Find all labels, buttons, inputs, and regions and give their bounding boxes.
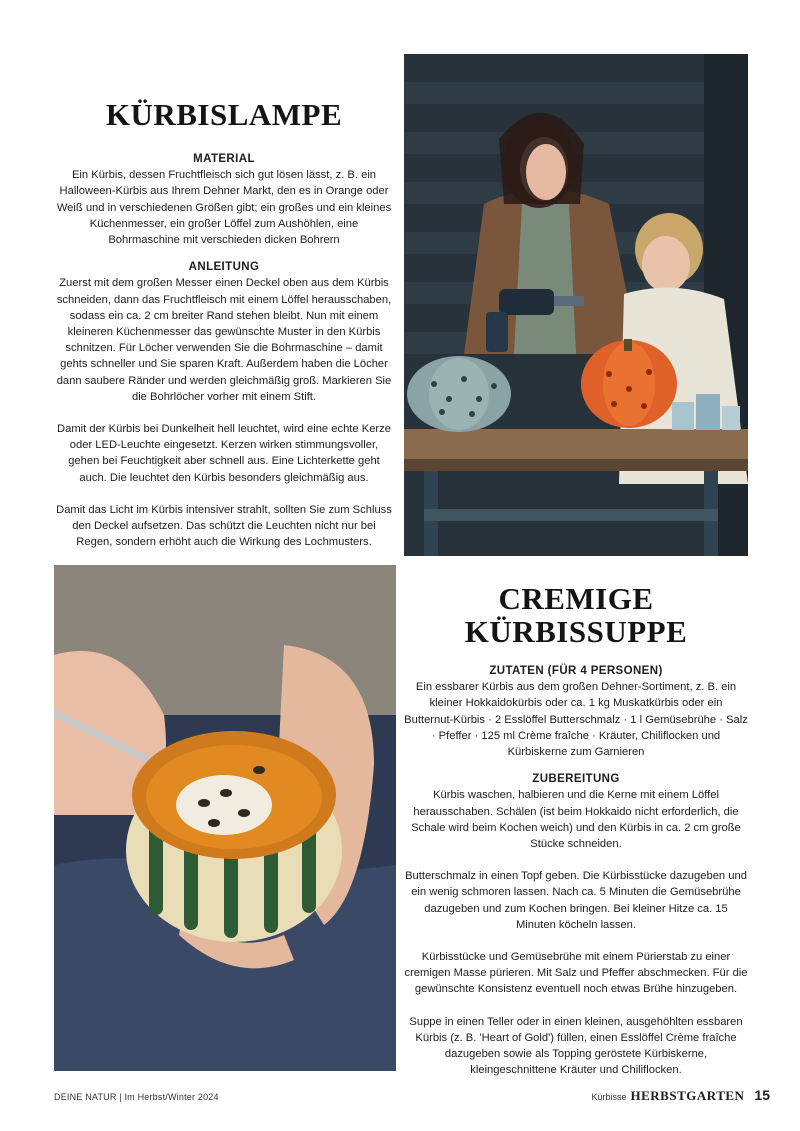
photo-pumpkin-soup	[54, 565, 396, 1071]
preparation-heading: ZUBEREITUNG	[532, 773, 620, 786]
instructions-heading: ANLEITUNG	[188, 261, 260, 274]
soup-text-block	[404, 663, 748, 1078]
footer-section-title: HERBSTGARTEN	[630, 1088, 745, 1103]
pumpkin-carving-illustration	[404, 54, 748, 556]
material-text: Ein Kürbis, dessen Fruchtfleisch sich gut lösen lässt, z. B. ein Halloween-Kürbis aus Ihrem Dehner Markt, den es in Orange oder Weiß und in verschiedenen Größen gibt; ein großes und ein kleines Küchenmesser, ein großer Löffel zum Aushöhlen, eine Bohrmaschine mit verschieden dicken Bohrern	[56, 169, 392, 247]
footer-section	[592, 1087, 771, 1104]
lamp-text-block	[54, 151, 394, 550]
photo-pumpkin-carving	[404, 54, 748, 556]
footer-section-small: Kürbisse	[591, 1092, 627, 1102]
preparation-paragraph-4: Suppe in einen Teller oder in einen kleinen, ausgehöhlten essbaren Kürbis (z. B. 'Heart of Gold') füllen, einen Esslöffel Crème fraîche dazugeben sowie als Topping geröstete Kürbiskerne, kleingeschnittene Kräuter und Chiliflocken.	[409, 1015, 743, 1077]
instructions-paragraph-1: Zuerst mit dem großen Messer einen Deckel oben aus dem Kürbis schneiden, dann das Fruchtfleisch mit einem Löffel herausschaben, sodass ein ca. 2 cm breiter Rand stehen bleibt. Nun mit einem kleineren Küchenmesser das gewünschte Muster in den Kürbis schnitzen. Für Löcher verwenden Sie die Bohrmaschine – damit gehts schneller und Sie sparen Kraft. Außerdem haben die Löcher dann saubere Ränder und werden gleichmäßig groß. Markieren Sie die Bohrlöcher vorher mit einem Stift.	[56, 277, 392, 403]
instructions-paragraph-3: Damit das Licht im Kürbis intensiver strahlt, sollten Sie zum Schluss den Deckel aufsetzen. Das schützt die Leuchten nicht nur bei Regen, sondern erhöht auch die Wirkung des Lochmusters.	[56, 503, 392, 549]
footer-magazine-info: DEINE NATUR | Im Herbst/Winter 2024	[54, 1092, 219, 1102]
material-heading: MATERIAL	[193, 153, 255, 165]
page-number: 15	[754, 1087, 770, 1103]
pumpkin-soup-illustration	[54, 565, 396, 1071]
soup-title-line-1: CREMIGE	[498, 581, 654, 616]
instructions-paragraph-2: Damit der Kürbis bei Dunkelheit hell leuchtet, wird eine echte Kerze oder LED-Leuchte eingesetzt. Kerzen wirken stimmungsvoller, gehen bei Feuchtigkeit aber schnell aus. Eine Lichterkette geht auch. Die leuchtet den Kürbis besonders gleichmäßig aus.	[57, 423, 391, 484]
lamp-title: KÜRBISLAMPE	[105, 97, 343, 132]
ingredients-heading: ZUTATEN (FÜR 4 PERSONEN)	[489, 665, 663, 677]
ingredients-text: Ein essbarer Kürbis aus dem großen Dehner-Sortiment, z. B. ein kleiner Hokkaidokürbis oder ca. 1 kg Muskatkürbis oder ein Butternut-Kürbis · 2 Esslöffel Butterschmalz · 1 l Gemüsebrühe · Salz · Pfeffer · 125 ml Crème fraîche · Kräuter, Chiliflocken und Kürbiskerne zum Garnieren	[404, 681, 748, 759]
preparation-paragraph-1: Kürbis waschen, halbieren und die Kerne mit einem Löffel herausschaben. Schälen (ist beim Hokkaido nicht erforderlich, die Schale wird beim Kochen weich) und den Kürbis in ca. 2 cm große Stücke schneiden.	[411, 789, 741, 851]
preparation-paragraph-2: Butterschmalz in einen Topf geben. Die Kürbisstücke dazugeben und ein wenig schmoren lassen. Nach ca. 5 Minuten die Gemüsebrühe dazugeben und zum Kochen bringen. Bei kleiner Hitze ca. 15 Minuten köcheln lassen.	[405, 870, 747, 931]
soup-title-line-2: KÜRBISSUPPE	[464, 614, 688, 649]
soup-title	[404, 582, 748, 648]
preparation-paragraph-3: Kürbisstücke und Gemüsebrühe mit einem Pürierstab zu einer cremigen Masse pürieren. Mit Salz und Pfeffer abschmecken. Für die gewünschte Konsistenz eventuell noch etwas Brühe hinzugeben.	[404, 951, 748, 996]
